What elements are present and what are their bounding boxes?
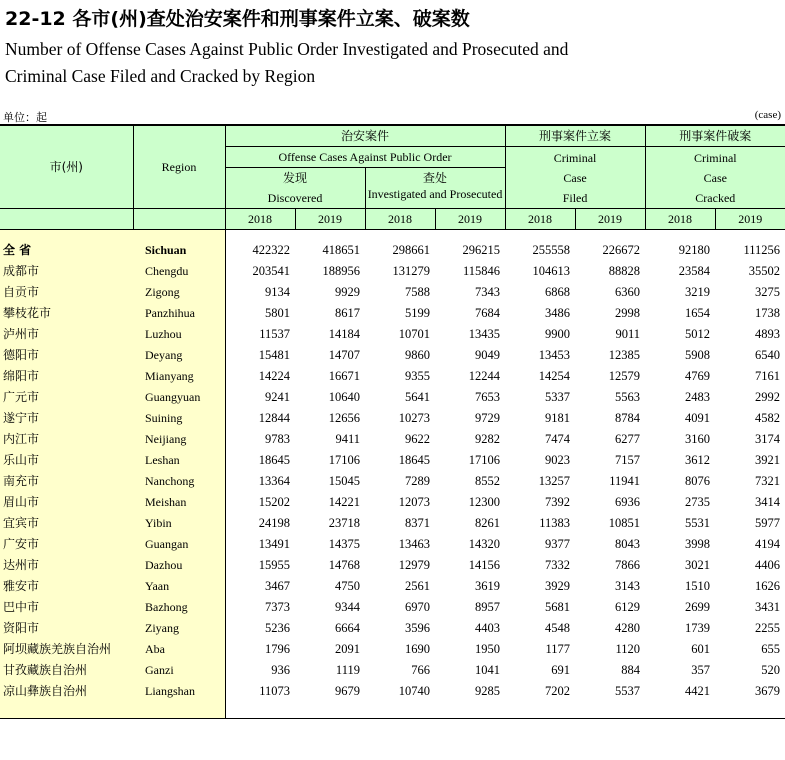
value-cell: 6540 [755, 348, 781, 362]
value-cell: 5537 [615, 684, 641, 698]
region-name-zh: 南充市 [0, 471, 133, 492]
value-cell: 4769 [685, 369, 711, 383]
region-name-en: Luzhou [133, 324, 225, 345]
header-year: 2019 [715, 209, 785, 230]
value-cell: 13491 [258, 537, 290, 551]
table-row [0, 492, 785, 513]
value-cell: 12300 [468, 495, 501, 509]
header-cracked-en-line-2: Case [703, 170, 727, 185]
value-cell: 12979 [398, 558, 430, 572]
value-cell: 3929 [545, 579, 571, 593]
value-cell: 18645 [398, 453, 430, 467]
value-cell: 8957 [475, 600, 501, 614]
header-offense-zh: 治安案件 [225, 125, 505, 147]
value-cell: 24198 [258, 516, 290, 530]
value-cell: 14375 [328, 537, 360, 551]
value-cell: 92180 [678, 243, 711, 257]
value-cell: 7161 [755, 369, 781, 383]
value-cell: 1041 [475, 663, 501, 677]
value-cell: 3486 [545, 306, 571, 320]
header-filed-en-line-1: Criminal [553, 150, 597, 165]
table-row [0, 240, 785, 261]
value-cell: 12385 [608, 348, 641, 362]
header-year: 2018 [645, 209, 715, 230]
header-filed-zh: 刑事案件立案 [505, 125, 645, 147]
value-cell: 766 [411, 663, 430, 677]
region-name-en: Deyang [133, 345, 225, 366]
region-name-zh: 达州市 [0, 555, 133, 576]
value-cell: 6868 [545, 285, 571, 299]
header-city-zh: 市(州) [0, 125, 133, 209]
value-cell: 14320 [468, 537, 501, 551]
value-cell: 14707 [328, 348, 360, 362]
value-cell: 4091 [685, 411, 711, 425]
value-cell: 5012 [685, 327, 711, 341]
value-cell: 5681 [545, 600, 571, 614]
table-row [0, 639, 785, 660]
value-cell: 601 [691, 642, 711, 656]
region-name-zh: 德阳市 [0, 345, 133, 366]
value-cell: 4750 [335, 579, 360, 593]
value-cell: 3143 [615, 579, 641, 593]
region-name-en: Nanchong [133, 471, 225, 492]
header-offense-en: Offense Cases Against Public Order [225, 147, 505, 168]
value-cell: 6970 [405, 600, 430, 614]
region-name-zh: 自贡市 [0, 282, 133, 303]
region-name-en: Mianyang [133, 366, 225, 387]
region-name-zh: 内江市 [0, 429, 133, 450]
value-cell: 6129 [615, 600, 641, 614]
value-cell: 7289 [405, 474, 430, 488]
table-row [0, 618, 785, 639]
region-name-zh: 绵阳市 [0, 366, 133, 387]
value-cell: 10701 [398, 327, 430, 341]
value-cell: 9181 [545, 411, 571, 425]
region-name-en: Meishan [133, 492, 225, 513]
region-name-en: Neijiang [133, 429, 225, 450]
unit-label-english: (case) [754, 109, 781, 121]
value-cell: 2561 [405, 579, 430, 593]
value-cell: 10640 [328, 390, 360, 404]
value-cell: 1690 [405, 642, 430, 656]
value-cell: 3174 [755, 432, 781, 446]
region-name-en: Leshan [133, 450, 225, 471]
value-cell: 188956 [322, 264, 360, 278]
value-cell: 9011 [615, 327, 641, 341]
value-cell: 111256 [743, 243, 781, 257]
value-cell: 8617 [335, 306, 360, 320]
value-cell: 255558 [532, 243, 571, 257]
value-cell: 9282 [475, 432, 501, 446]
value-cell: 4582 [755, 411, 781, 425]
value-cell: 12844 [258, 411, 290, 425]
header-cracked-en-line-3: Cracked [695, 190, 736, 205]
value-cell: 2699 [685, 600, 711, 614]
value-cell: 14184 [328, 327, 360, 341]
region-name-en: Suining [133, 408, 225, 429]
value-cell: 8076 [685, 474, 711, 488]
region-name-zh: 遂宁市 [0, 408, 133, 429]
header-investigated-en [365, 188, 505, 209]
data-table [0, 124, 785, 719]
value-cell: 14221 [328, 495, 360, 509]
header-year: 2019 [435, 209, 505, 230]
header-year: 2019 [295, 209, 365, 230]
value-cell: 5641 [405, 390, 430, 404]
value-cell: 115846 [462, 264, 501, 278]
value-cell: 13364 [258, 474, 290, 488]
value-cell: 11073 [259, 684, 290, 698]
region-name-en: Chengdu [133, 261, 225, 282]
value-cell: 9622 [405, 432, 430, 446]
value-cell: 1738 [755, 306, 781, 320]
table-row [0, 366, 785, 387]
value-cell: 1626 [755, 579, 781, 593]
value-cell: 3414 [755, 495, 781, 509]
value-cell: 4893 [755, 327, 781, 341]
value-cell: 9023 [545, 453, 571, 467]
value-cell: 4548 [545, 621, 571, 635]
value-cell: 298661 [392, 243, 430, 257]
region-name-en: Yibin [133, 513, 225, 534]
value-cell: 1120 [615, 642, 641, 656]
value-cell: 5977 [755, 516, 781, 530]
region-name-zh: 成都市 [0, 261, 133, 282]
header-investigated-en-text: Investigated and Prosecuted [367, 188, 503, 201]
value-cell: 7202 [545, 684, 571, 698]
header-cracked-zh: 刑事案件破案 [645, 125, 785, 147]
table-row [0, 660, 785, 681]
region-name-zh: 乐山市 [0, 450, 133, 471]
table-body [0, 230, 785, 719]
value-cell: 3160 [685, 432, 711, 446]
region-name-en: Yaan [133, 576, 225, 597]
title-english-line-2: Criminal Case Filed and Cracked by Region [5, 66, 316, 86]
value-cell: 11941 [609, 474, 641, 488]
value-cell: 6936 [615, 495, 641, 509]
table-row [0, 513, 785, 534]
value-cell: 13463 [398, 537, 430, 551]
header-year: 2018 [505, 209, 575, 230]
value-cell: 88828 [608, 264, 641, 278]
value-cell: 14156 [468, 558, 501, 572]
header-discovered-zh: 发现 [225, 168, 365, 189]
value-cell: 6664 [335, 621, 360, 635]
region-name-en: Sichuan [133, 240, 225, 261]
value-cell: 14224 [258, 369, 290, 383]
value-cell: 15955 [258, 558, 290, 572]
value-cell: 9355 [405, 369, 430, 383]
value-cell: 3219 [685, 285, 711, 299]
value-cell: 357 [691, 663, 711, 677]
value-cell: 1510 [685, 579, 711, 593]
value-cell: 9729 [475, 411, 501, 425]
value-cell: 10851 [608, 516, 641, 530]
header-discovered-en: Discovered [225, 188, 365, 209]
value-cell: 2483 [685, 390, 711, 404]
value-cell: 7684 [475, 306, 501, 320]
value-cell: 104613 [532, 264, 571, 278]
table-row [0, 387, 785, 408]
table-row [0, 450, 785, 471]
value-cell: 9049 [475, 348, 501, 362]
region-name-en: Liangshan [133, 681, 225, 702]
header-spacer-region [133, 209, 225, 230]
header-cracked-en-line-1: Criminal [693, 150, 737, 165]
value-cell: 4194 [755, 537, 781, 551]
header-region-en: Region [133, 125, 225, 209]
value-cell: 8371 [405, 516, 430, 530]
value-cell: 14254 [538, 369, 571, 383]
table-row [0, 261, 785, 282]
value-cell: 8784 [615, 411, 641, 425]
value-cell: 15045 [328, 474, 360, 488]
value-cell: 9679 [335, 684, 360, 698]
value-cell: 3679 [755, 684, 781, 698]
table-row [0, 597, 785, 618]
value-cell: 936 [271, 663, 290, 677]
value-cell: 3021 [685, 558, 711, 572]
table-row [0, 303, 785, 324]
value-cell: 35502 [748, 264, 781, 278]
value-cell: 5563 [615, 390, 641, 404]
value-cell: 7588 [405, 285, 430, 299]
value-cell: 7866 [615, 558, 641, 572]
value-cell: 4406 [755, 558, 781, 572]
header-cracked-en [645, 147, 785, 209]
region-name-en: Bazhong [133, 597, 225, 618]
value-cell: 9377 [545, 537, 571, 551]
value-cell: 9900 [545, 327, 571, 341]
value-cell: 2992 [755, 390, 781, 404]
value-cell: 18645 [258, 453, 290, 467]
value-cell: 2255 [755, 621, 781, 635]
table-row [0, 345, 785, 366]
value-cell: 3467 [265, 579, 290, 593]
value-cell: 418651 [322, 243, 360, 257]
value-cell: 3619 [475, 579, 501, 593]
value-cell: 6277 [615, 432, 641, 446]
value-cell: 3431 [755, 600, 781, 614]
header-filed-en [505, 147, 645, 209]
value-cell: 7392 [545, 495, 571, 509]
region-name-zh: 攀枝花市 [0, 303, 133, 324]
value-cell: 884 [621, 663, 641, 677]
value-cell: 13453 [538, 348, 571, 362]
region-name-en: Guangyuan [133, 387, 225, 408]
value-cell: 17106 [468, 453, 501, 467]
region-name-zh: 宜宾市 [0, 513, 133, 534]
table-row [0, 408, 785, 429]
unit-label-chinese: 单位：起 [3, 111, 47, 124]
region-name-zh: 巴中市 [0, 597, 133, 618]
region-name-zh: 凉山彝族自治州 [0, 681, 133, 702]
table-row [0, 324, 785, 345]
value-cell: 131279 [392, 264, 430, 278]
value-cell: 9344 [335, 600, 360, 614]
value-cell: 12656 [328, 411, 360, 425]
value-cell: 5531 [685, 516, 711, 530]
region-name-en: Dazhou [133, 555, 225, 576]
value-cell: 296215 [462, 243, 501, 257]
region-name-en: Guangan [133, 534, 225, 555]
value-cell: 1654 [685, 306, 711, 320]
value-cell: 5337 [545, 390, 571, 404]
region-name-zh: 广安市 [0, 534, 133, 555]
value-cell: 14768 [328, 558, 360, 572]
header-investigated-zh: 查处 [365, 168, 505, 189]
value-cell: 8552 [475, 474, 501, 488]
table-row [0, 555, 785, 576]
region-name-zh: 泸州市 [0, 324, 133, 345]
value-cell: 12579 [608, 369, 641, 383]
region-name-zh: 全 省 [0, 240, 133, 261]
header-filed-en-line-2: Case [563, 170, 587, 185]
value-cell: 1796 [265, 642, 290, 656]
value-cell: 655 [761, 642, 781, 656]
value-cell: 9134 [265, 285, 290, 299]
value-cell: 23718 [328, 516, 360, 530]
region-name-zh: 雅安市 [0, 576, 133, 597]
value-cell: 226672 [602, 243, 641, 257]
value-cell: 9860 [405, 348, 430, 362]
value-cell: 7321 [755, 474, 781, 488]
value-cell: 5908 [685, 348, 711, 362]
value-cell: 8261 [475, 516, 501, 530]
value-cell: 2091 [335, 642, 360, 656]
region-name-zh: 阿坝藏族羌族自治州 [0, 639, 133, 660]
table-row [0, 471, 785, 492]
value-cell: 10273 [398, 411, 430, 425]
value-cell: 11383 [539, 516, 571, 530]
table-row [0, 681, 785, 702]
region-name-en: Ganzi [133, 660, 225, 681]
value-cell: 9241 [265, 390, 290, 404]
header-year: 2018 [225, 209, 295, 230]
value-cell: 10740 [398, 684, 430, 698]
value-cell: 3596 [405, 621, 430, 635]
value-cell: 9929 [335, 285, 360, 299]
region-name-en: Ziyang [133, 618, 225, 639]
region-name-en: Zigong [133, 282, 225, 303]
value-cell: 203541 [252, 264, 290, 278]
value-cell: 4421 [685, 684, 711, 698]
region-name-zh: 资阳市 [0, 618, 133, 639]
value-cell: 12073 [398, 495, 430, 509]
value-cell: 4280 [615, 621, 641, 635]
value-cell: 3921 [755, 453, 781, 467]
value-cell: 5199 [405, 306, 430, 320]
value-cell: 1119 [335, 663, 360, 677]
value-cell: 7157 [615, 453, 641, 467]
value-cell: 9783 [265, 432, 290, 446]
value-cell: 13435 [468, 327, 501, 341]
header-year: 2018 [365, 209, 435, 230]
value-cell: 7343 [475, 285, 501, 299]
value-cell: 1739 [685, 621, 711, 635]
page-title-english [5, 36, 568, 90]
value-cell: 3275 [755, 285, 781, 299]
value-cell: 13257 [538, 474, 571, 488]
value-cell: 3612 [685, 453, 711, 467]
value-cell: 15481 [258, 348, 290, 362]
value-cell: 2735 [685, 495, 711, 509]
value-cell: 520 [761, 663, 781, 677]
value-cell: 7373 [265, 600, 290, 614]
region-name-en: Panzhihua [133, 303, 225, 324]
value-cell: 17106 [328, 453, 360, 467]
table-row [0, 576, 785, 597]
value-cell: 7474 [545, 432, 571, 446]
value-cell: 691 [551, 663, 571, 677]
value-cell: 15202 [258, 495, 290, 509]
value-cell: 9411 [335, 432, 360, 446]
value-cell: 1950 [475, 642, 501, 656]
value-cell: 4403 [475, 621, 501, 635]
value-cell: 23584 [678, 264, 711, 278]
value-cell: 5801 [265, 306, 290, 320]
value-cell: 5236 [265, 621, 290, 635]
table-row [0, 429, 785, 450]
value-cell: 2998 [615, 306, 641, 320]
value-cell: 422322 [252, 243, 290, 257]
value-cell: 7332 [545, 558, 571, 572]
region-name-zh: 眉山市 [0, 492, 133, 513]
table-row [0, 282, 785, 303]
value-cell: 6360 [615, 285, 641, 299]
value-cell: 3998 [685, 537, 711, 551]
value-cell: 12244 [468, 369, 501, 383]
value-cell: 1177 [545, 642, 571, 656]
header-filed-en-line-3: Filed [562, 190, 588, 205]
page-title-chinese: 22-12 各市(州)查处治安案件和刑事案件立案、破案数 [5, 8, 470, 30]
region-name-en: Aba [133, 639, 225, 660]
table-row [0, 534, 785, 555]
title-english-line-1: Number of Offense Cases Against Public Order Investigated and Prosecuted and [5, 39, 569, 59]
value-cell: 9285 [475, 684, 501, 698]
value-cell: 8043 [615, 537, 641, 551]
header-spacer-city [0, 209, 133, 230]
value-cell: 11537 [259, 327, 290, 341]
header-year: 2019 [575, 209, 645, 230]
region-name-zh: 甘孜藏族自治州 [0, 660, 133, 681]
value-cell: 7653 [475, 390, 501, 404]
value-cell: 16671 [328, 369, 360, 383]
region-name-zh: 广元市 [0, 387, 133, 408]
